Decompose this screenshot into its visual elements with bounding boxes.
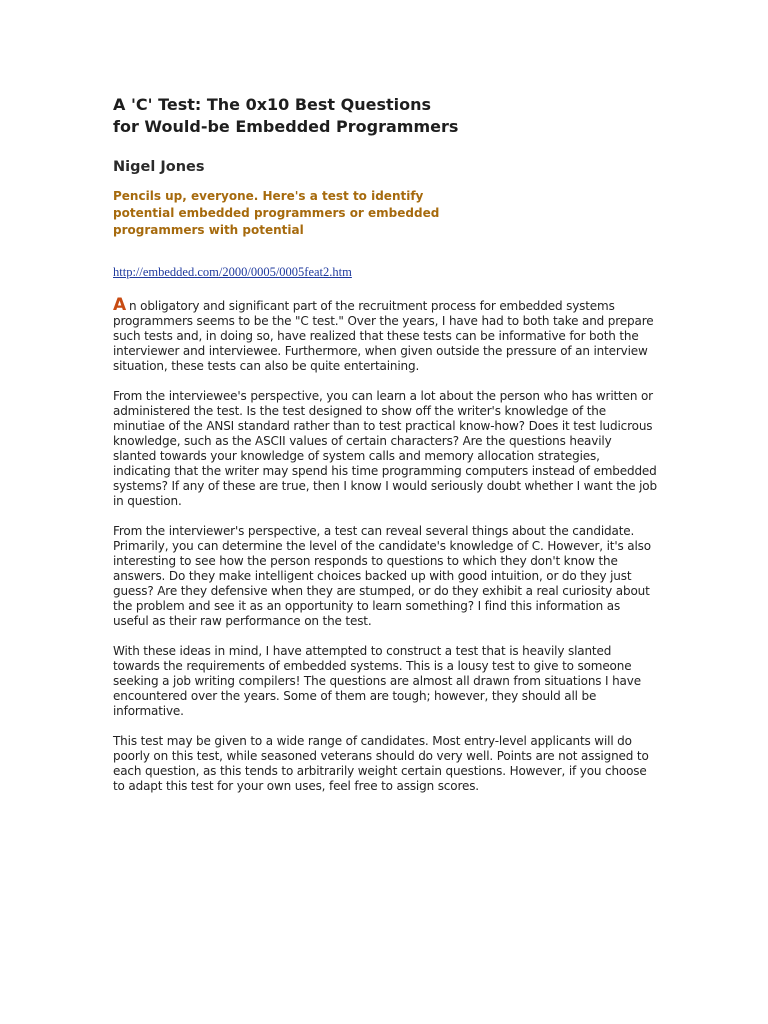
article bbox=[113, 94, 658, 794]
article-subtitle: Pencils up, everyone. Here's a test to identify potential embedded programmers or embedded programmers with potential bbox=[113, 189, 440, 237]
paragraph-3: From the interviewer's perspective, a test can reveal several things about the candidate. Primarily, you can determine the level of the candidate's knowledge of C. However, it's also interesting to see how the person responds to questions to which they don't know the answers. Do they make intelligent choices backed up with good intuition, or do they just guess? Are they defensive when they are stumped, or do they exhibit a real curiosity about the problem and see it as an opportunity to learn something? I find this information as useful as their raw performance on the test. bbox=[113, 524, 651, 628]
paragraph-1 bbox=[113, 295, 658, 374]
paragraph-1-text: n obligatory and significant part of the recruitment process for embedded systems programmers seems to be the "C test." Over the years, I have had to both take and prepare such tests and, in doing so, have realized that these tests can be informative for both the interviewer and interviewee. Furthermore, when given outside the pressure of an interview situation, these tests can also be quite entertaining. bbox=[113, 299, 654, 373]
title-line-1: A 'C' Test: The 0x10 Best Questions bbox=[113, 95, 432, 114]
title-line-2: for Would-be Embedded Programmers bbox=[113, 117, 459, 136]
paragraph-5: This test may be given to a wide range of candidates. Most entry-level applicants will do poorly on this test, while seasoned veterans should do very well. Points are not assigned to each question, as this tends to arbitrarily weight certain questions. However, if you choose to adapt this test for your own uses, feel free to assign scores. bbox=[113, 734, 649, 793]
paragraph-4: With these ideas in mind, I have attempted to construct a test that is heavily slanted towards the requirements of embedded systems. This is a lousy test to give to someone seeking a job writing compilers! The questions are almost all drawn from situations I have encountered over the years. Some of them are tough; however, they should all be informative. bbox=[113, 644, 641, 718]
author-name: Nigel Jones bbox=[113, 159, 205, 175]
source-url-link[interactable]: http://embedded.com/2000/0005/0005feat2.htm bbox=[113, 265, 352, 279]
article-title bbox=[113, 94, 658, 138]
drop-cap: A bbox=[113, 295, 127, 315]
paragraph-2: From the interviewee's perspective, you can learn a lot about the person who has written or administered the test. Is the test designed to show off the writer's knowledge of the minutiae of the ANSI standard rather than to test practical know-how? Does it test ludicrous knowledge, such as the ASCII values of certain characters? Are the questions heavily slanted towards your knowledge of system calls and memory allocation strategies, indicating that the writer may spend his time programming computers instead of embedded systems? If any of these are true, then I know I would seriously doubt whether I want the job in question. bbox=[113, 389, 657, 508]
